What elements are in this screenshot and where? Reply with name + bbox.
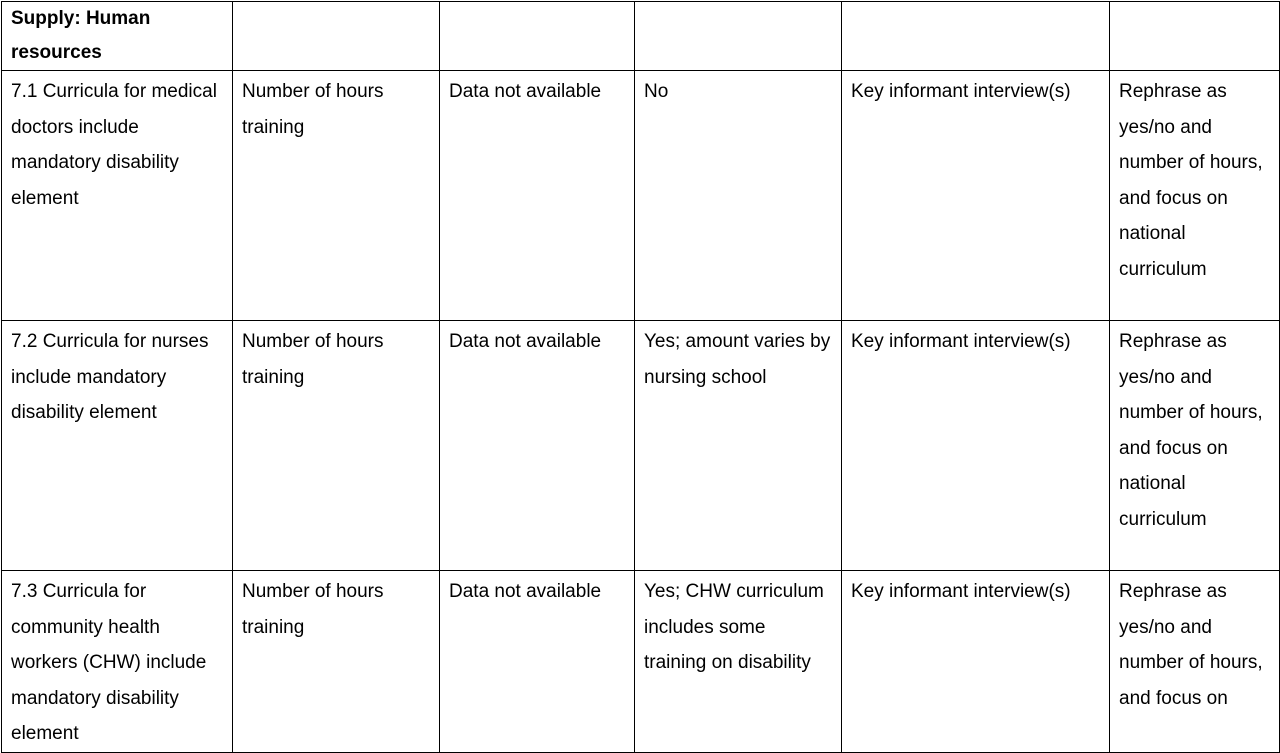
empty-cell [842, 2, 1110, 71]
section-header-row [2, 2, 1280, 71]
recommendation-cell [1110, 571, 1280, 753]
measure-text: Number of hours training [242, 581, 384, 638]
finding-text: Yes; CHW curriculum includes some training on disability [644, 581, 824, 674]
finding-text: Yes; amount varies by nursing school [644, 331, 831, 388]
data-cell [440, 571, 635, 753]
measure-cell [233, 321, 440, 571]
empty-cell [1110, 2, 1280, 71]
source-cell [842, 571, 1110, 753]
section-heading: Supply: Human resources [11, 8, 151, 63]
indicator-cell [2, 321, 233, 571]
source-text: Key informant interview(s) [851, 331, 1071, 352]
source-cell [842, 71, 1110, 321]
data-text: Data not available [449, 331, 602, 352]
measure-text: Number of hours training [242, 331, 384, 388]
indicator-text: 7.3 Curricula for community health workers (CHW) include mandatory disability element [11, 581, 207, 745]
table-row [2, 321, 1280, 571]
indicator-table [1, 1, 1280, 753]
recommendation-text: Rephrase as yes/no and number of hours, and focus on national curriculum [1119, 81, 1263, 280]
indicator-text: 7.1 Curricula for medical doctors include mandatory disability element [11, 81, 217, 209]
empty-cell [440, 2, 635, 71]
recommendation-cell [1110, 321, 1280, 571]
recommendation-text: Rephrase as yes/no and number of hours, and focus on [1119, 581, 1263, 709]
measure-cell [233, 71, 440, 321]
source-cell [842, 321, 1110, 571]
table-row [2, 71, 1280, 321]
recommendation-cell [1110, 71, 1280, 321]
source-text: Key informant interview(s) [851, 81, 1071, 102]
recommendation-text: Rephrase as yes/no and number of hours, and focus on national curriculum [1119, 331, 1263, 530]
empty-cell [233, 2, 440, 71]
data-text: Data not available [449, 581, 602, 602]
data-cell [440, 71, 635, 321]
indicator-cell [2, 571, 233, 753]
finding-cell [635, 71, 842, 321]
measure-text: Number of hours training [242, 81, 384, 138]
table-row [2, 571, 1280, 753]
empty-cell [635, 2, 842, 71]
finding-cell [635, 571, 842, 753]
finding-text: No [644, 81, 669, 102]
section-header-cell [2, 2, 233, 71]
finding-cell [635, 321, 842, 571]
indicator-text: 7.2 Curricula for nurses include mandatory disability element [11, 331, 209, 424]
source-text: Key informant interview(s) [851, 581, 1071, 602]
data-text: Data not available [449, 81, 602, 102]
measure-cell [233, 571, 440, 753]
data-cell [440, 321, 635, 571]
indicator-cell [2, 71, 233, 321]
